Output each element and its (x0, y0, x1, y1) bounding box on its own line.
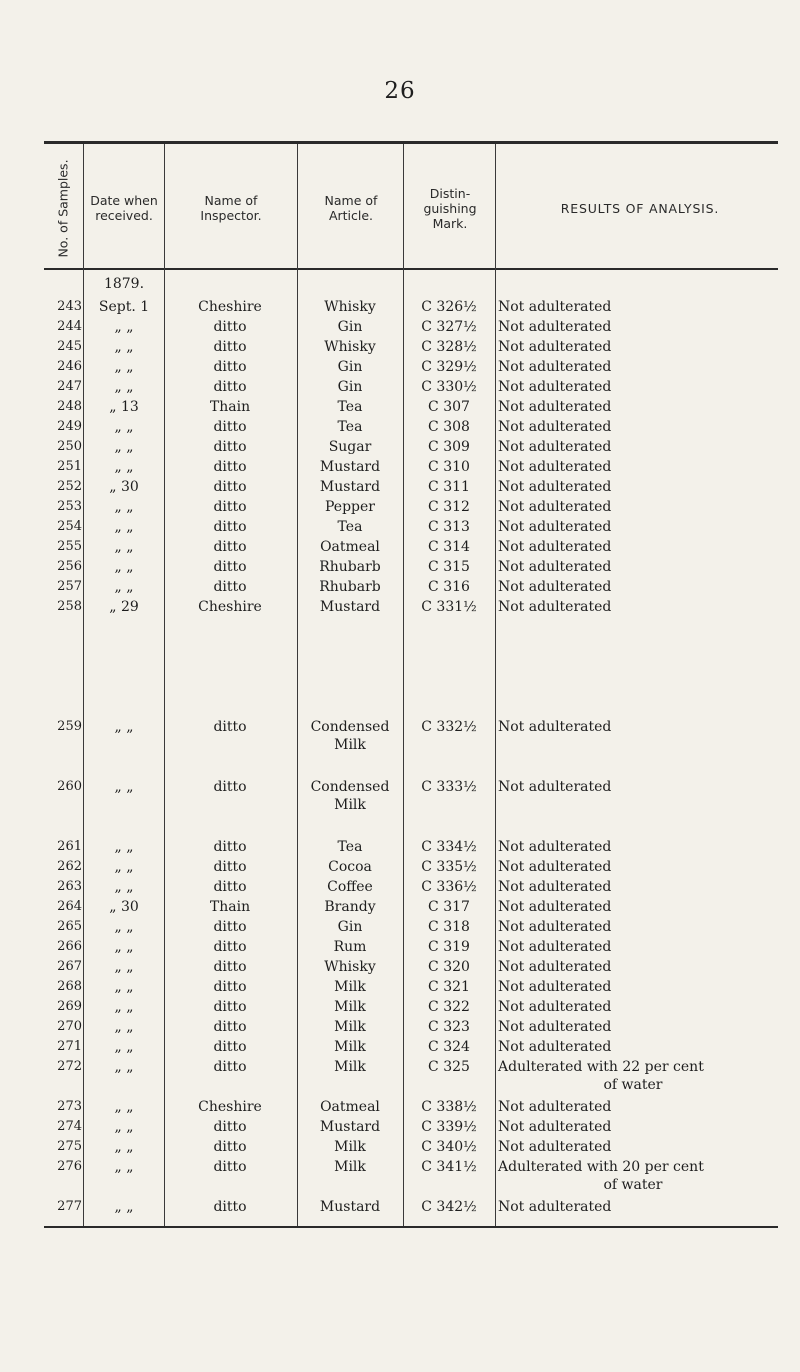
analysis-result-line: Not adulterated (498, 1099, 612, 1115)
date-received: „ „ (114, 859, 134, 875)
article-name: Coffee (327, 879, 373, 895)
inspector-name: ditto (213, 719, 247, 735)
distinguishing-mark: C 338½ (421, 1099, 477, 1115)
date-received: „ „ (114, 839, 134, 855)
inspector-name: ditto (213, 1059, 247, 1075)
distinguishing-mark: C 332½ (421, 719, 477, 735)
article-name: Condensed Milk (310, 719, 390, 753)
analysis-result-line: Not adulterated (498, 579, 612, 595)
inspector-name: ditto (213, 1119, 247, 1135)
analysis-result (498, 438, 788, 456)
article-name: Tea (337, 839, 363, 855)
sample-number: 276 (57, 1159, 82, 1174)
article-name: Milk (334, 999, 366, 1015)
article-name: Mustard (319, 459, 381, 475)
analysis-result (498, 1038, 788, 1056)
inspector-name: ditto (213, 319, 247, 335)
analysis-result (498, 998, 788, 1016)
distinguishing-mark: C 325 (428, 1059, 470, 1075)
sample-number: 266 (57, 939, 82, 954)
inspector-name: ditto (213, 439, 247, 455)
sample-number: 249 (57, 419, 82, 434)
article-name: Cocoa (328, 859, 372, 875)
sample-number: 258 (57, 599, 82, 614)
page-number: 26 (384, 78, 416, 104)
date-received: „ „ (114, 499, 134, 515)
distinguishing-mark: C 334½ (421, 839, 477, 855)
date-received: „ „ (114, 1099, 134, 1115)
inspector-name: ditto (213, 539, 247, 555)
date-received: „ „ (114, 719, 134, 735)
distinguishing-mark: C 335½ (421, 859, 477, 875)
analysis-result (498, 1118, 788, 1136)
analysis-result-line: Not adulterated (498, 919, 612, 935)
article-name: Milk (334, 1139, 366, 1155)
header-results-of-analysis: RESULTS OF ANALYSIS. (560, 200, 720, 216)
article-name: Rhubarb (319, 559, 381, 575)
sample-number: 248 (57, 399, 82, 414)
analysis-result-line: Not adulterated (498, 839, 612, 855)
date-received: „ „ (114, 319, 134, 335)
table-bottom-rule (44, 1226, 778, 1228)
sample-number: 267 (57, 959, 82, 974)
distinguishing-mark: C 313 (428, 519, 470, 535)
distinguishing-mark: C 314 (428, 539, 470, 555)
article-name: Milk (334, 1019, 366, 1035)
article-name: Milk (334, 1039, 366, 1055)
distinguishing-mark: C 317 (428, 899, 470, 915)
distinguishing-mark: C 323 (428, 1019, 470, 1035)
date-received: Sept. 1 (98, 299, 150, 315)
date-received: „ „ (114, 1019, 134, 1035)
analysis-result (498, 298, 788, 316)
article-name: Gin (337, 919, 363, 935)
article-name: Mustard (319, 479, 381, 495)
sample-number: 247 (57, 379, 82, 394)
distinguishing-mark: C 328½ (421, 339, 477, 355)
analysis-result-line: Not adulterated (498, 1199, 612, 1215)
header-bottom-rule (44, 268, 778, 270)
table-top-rule (44, 141, 778, 144)
date-received: „ 29 (109, 599, 139, 615)
analysis-result-line: Not adulterated (498, 719, 612, 735)
sample-number: 277 (57, 1199, 82, 1214)
header-article: Name of Article. (324, 193, 378, 223)
sample-number: 250 (57, 439, 82, 454)
sample-number: 261 (57, 839, 82, 854)
sample-number: 257 (57, 579, 82, 594)
analysis-result-line: Not adulterated (498, 1139, 612, 1155)
inspector-name: ditto (213, 359, 247, 375)
analysis-result (498, 458, 788, 476)
analysis-result (498, 1018, 788, 1036)
analysis-result (498, 1138, 788, 1156)
analysis-result-line: of water (603, 1077, 663, 1093)
date-received: „ „ (114, 459, 134, 475)
analysis-result-line: Adulterated with 20 per cent (498, 1159, 704, 1175)
sample-number: 256 (57, 559, 82, 574)
article-name: Gin (337, 379, 363, 395)
inspector-name: ditto (213, 1139, 247, 1155)
article-name: Milk (334, 1059, 366, 1075)
date-received: „ 30 (109, 479, 139, 495)
distinguishing-mark: C 319 (428, 939, 470, 955)
article-name: Mustard (319, 1119, 381, 1135)
analysis-result (498, 598, 788, 616)
article-name: Oatmeal (320, 1099, 380, 1115)
sample-number: 270 (57, 1019, 82, 1034)
analysis-result-line: Not adulterated (498, 559, 612, 575)
analysis-result (498, 478, 788, 496)
sample-number: 274 (57, 1119, 82, 1134)
inspector-name: ditto (213, 979, 247, 995)
date-received: „ „ (114, 419, 134, 435)
distinguishing-mark: C 322 (428, 999, 470, 1015)
analysis-result (498, 718, 788, 736)
article-name: Rhubarb (319, 579, 381, 595)
inspector-name: ditto (213, 1159, 247, 1175)
sample-number: 262 (57, 859, 82, 874)
inspector-name: ditto (213, 1199, 247, 1215)
analysis-result (498, 358, 788, 376)
article-name: Gin (337, 319, 363, 335)
analysis-result-line: Not adulterated (498, 419, 612, 435)
column-divider (495, 144, 496, 1226)
inspector-name: ditto (213, 839, 247, 855)
inspector-name: ditto (213, 959, 247, 975)
article-name: Milk (334, 979, 366, 995)
analysis-result (498, 978, 788, 996)
article-name: Brandy (324, 899, 376, 915)
analysis-result-line: Not adulterated (498, 379, 612, 395)
date-received: „ „ (114, 919, 134, 935)
distinguishing-mark: C 339½ (421, 1119, 477, 1135)
date-received: „ „ (114, 439, 134, 455)
analysis-result-line: Not adulterated (498, 319, 612, 335)
distinguishing-mark: C 308 (428, 419, 470, 435)
date-received: „ 13 (109, 399, 139, 415)
analysis-result-line: Not adulterated (498, 519, 612, 535)
analysis-result-line: Not adulterated (498, 979, 612, 995)
inspector-name: ditto (213, 919, 247, 935)
sample-number: 265 (57, 919, 82, 934)
sample-number: 272 (57, 1059, 82, 1074)
distinguishing-mark: C 316 (428, 579, 470, 595)
analysis-result (498, 1158, 788, 1194)
sample-number: 246 (57, 359, 82, 374)
analysis-result (498, 398, 788, 416)
sample-number: 263 (57, 879, 82, 894)
inspector-name: Cheshire (198, 299, 262, 315)
analysis-result-line: Not adulterated (498, 959, 612, 975)
analysis-result-line: Not adulterated (498, 939, 612, 955)
analysis-result (498, 858, 788, 876)
analysis-result-line: Not adulterated (498, 899, 612, 915)
date-received: „ „ (114, 1119, 134, 1135)
date-received: „ „ (114, 379, 134, 395)
analysis-result (498, 878, 788, 896)
date-received: „ „ (114, 1039, 134, 1055)
article-name: Whisky (324, 339, 376, 355)
analysis-result (498, 318, 788, 336)
sample-number: 268 (57, 979, 82, 994)
sample-number: 259 (57, 719, 82, 734)
date-received: „ „ (114, 1059, 134, 1075)
date-received: „ „ (114, 539, 134, 555)
date-received: „ „ (114, 339, 134, 355)
distinguishing-mark: C 311 (428, 479, 470, 495)
article-name: Sugar (328, 439, 372, 455)
article-name: Tea (337, 399, 363, 415)
sample-number: 269 (57, 999, 82, 1014)
distinguishing-mark: C 341½ (421, 1159, 477, 1175)
header-distinguishing-mark: Distin- guishing Mark. (423, 185, 477, 231)
analysis-result (498, 498, 788, 516)
analysis-result-line: Not adulterated (498, 779, 612, 795)
analysis-result (498, 778, 788, 796)
date-received: „ „ (114, 999, 134, 1015)
distinguishing-mark: C 318 (428, 919, 470, 935)
analysis-result-line: Not adulterated (498, 399, 612, 415)
distinguishing-mark: C 309 (428, 439, 470, 455)
analysis-result-line: Not adulterated (498, 359, 612, 375)
article-name: Whisky (324, 299, 376, 315)
analysis-result (498, 558, 788, 576)
distinguishing-mark: C 333½ (421, 779, 477, 795)
year-label: 1879. (103, 276, 145, 292)
sample-number: 243 (57, 299, 82, 314)
analysis-result (498, 958, 788, 976)
inspector-name: ditto (213, 499, 247, 515)
analysis-result (498, 918, 788, 936)
analysis-result (498, 378, 788, 396)
sample-number: 252 (57, 479, 82, 494)
inspector-name: ditto (213, 579, 247, 595)
distinguishing-mark: C 329½ (421, 359, 477, 375)
analysis-result-line: Not adulterated (498, 599, 612, 615)
distinguishing-mark: C 342½ (421, 1199, 477, 1215)
analysis-result (498, 418, 788, 436)
date-received: „ „ (114, 559, 134, 575)
analysis-result (498, 1098, 788, 1116)
inspector-name: ditto (213, 939, 247, 955)
analysis-result (498, 1058, 788, 1094)
analysis-result-line: of water (603, 1177, 663, 1193)
analysis-result-line: Adulterated with 22 per cent (498, 1059, 704, 1075)
distinguishing-mark: C 321 (428, 979, 470, 995)
distinguishing-mark: C 312 (428, 499, 470, 515)
analysis-result (498, 538, 788, 556)
analysis-result-line: Not adulterated (498, 499, 612, 515)
sample-number: 254 (57, 519, 82, 534)
inspector-name: Cheshire (198, 599, 262, 615)
distinguishing-mark: C 336½ (421, 879, 477, 895)
article-name: Rum (333, 939, 367, 955)
analysis-result-line: Not adulterated (498, 1019, 612, 1035)
analysis-result-line: Not adulterated (498, 1039, 612, 1055)
analysis-result (498, 578, 788, 596)
sample-number: 244 (57, 319, 82, 334)
analysis-result (498, 518, 788, 536)
distinguishing-mark: C 331½ (421, 599, 477, 615)
analysis-result-line: Not adulterated (498, 1119, 612, 1135)
article-name: Condensed Milk (310, 779, 390, 813)
date-received: „ „ (114, 979, 134, 995)
distinguishing-mark: C 326½ (421, 299, 477, 315)
date-received: „ „ (114, 939, 134, 955)
distinguishing-mark: C 315 (428, 559, 470, 575)
sample-number: 264 (57, 899, 82, 914)
inspector-name: Cheshire (198, 1099, 262, 1115)
date-received: „ „ (114, 1159, 134, 1175)
article-name: Mustard (319, 599, 381, 615)
sample-number: 253 (57, 499, 82, 514)
analysis-result-line: Not adulterated (498, 459, 612, 475)
inspector-name: ditto (213, 339, 247, 355)
analysis-result-line: Not adulterated (498, 299, 612, 315)
date-received: „ „ (114, 779, 134, 795)
article-name: Gin (337, 359, 363, 375)
analysis-result (498, 938, 788, 956)
inspector-name: ditto (213, 379, 247, 395)
analysis-result-line: Not adulterated (498, 859, 612, 875)
article-name: Tea (337, 419, 363, 435)
distinguishing-mark: C 307 (428, 399, 470, 415)
analysis-result-line: Not adulterated (498, 879, 612, 895)
distinguishing-mark: C 340½ (421, 1139, 477, 1155)
inspector-name: ditto (213, 479, 247, 495)
distinguishing-mark: C 310 (428, 459, 470, 475)
date-received: „ „ (114, 519, 134, 535)
date-received: „ „ (114, 1199, 134, 1215)
distinguishing-mark: C 320 (428, 959, 470, 975)
analysis-result (498, 338, 788, 356)
inspector-name: ditto (213, 779, 247, 795)
article-name: Mustard (319, 1199, 381, 1215)
inspector-name: Thain (209, 399, 251, 415)
date-received: „ 30 (109, 899, 139, 915)
sample-number: 275 (57, 1139, 82, 1154)
header-inspector: Name of Inspector. (200, 193, 262, 223)
inspector-name: ditto (213, 879, 247, 895)
sample-number: 271 (57, 1039, 82, 1054)
inspector-name: ditto (213, 559, 247, 575)
date-received: „ „ (114, 359, 134, 375)
date-received: „ „ (114, 1139, 134, 1155)
article-name: Whisky (324, 959, 376, 975)
distinguishing-mark: C 327½ (421, 319, 477, 335)
distinguishing-mark: C 324 (428, 1039, 470, 1055)
article-name: Pepper (325, 499, 375, 515)
date-received: „ „ (114, 579, 134, 595)
header-no-of-samples: No. of Samples. (55, 158, 71, 258)
analysis-result-line: Not adulterated (498, 439, 612, 455)
analysis-result (498, 838, 788, 856)
inspector-name: ditto (213, 519, 247, 535)
distinguishing-mark: C 330½ (421, 379, 477, 395)
inspector-name: ditto (213, 419, 247, 435)
date-received: „ „ (114, 959, 134, 975)
sample-number: 245 (57, 339, 82, 354)
inspector-name: Thain (209, 899, 251, 915)
article-name: Oatmeal (320, 539, 380, 555)
analysis-result (498, 1198, 788, 1216)
inspector-name: ditto (213, 859, 247, 875)
analysis-result-line: Not adulterated (498, 339, 612, 355)
sample-number: 273 (57, 1099, 82, 1114)
sample-number: 260 (57, 779, 82, 794)
inspector-name: ditto (213, 1039, 247, 1055)
analysis-result-line: Not adulterated (498, 479, 612, 495)
inspector-name: ditto (213, 459, 247, 475)
inspector-name: ditto (213, 1019, 247, 1035)
article-name: Tea (337, 519, 363, 535)
inspector-name: ditto (213, 999, 247, 1015)
header-date-received: Date when received. (90, 193, 158, 223)
analysis-result-line: Not adulterated (498, 999, 612, 1015)
analysis-result (498, 898, 788, 916)
sample-number: 251 (57, 459, 82, 474)
article-name: Milk (334, 1159, 366, 1175)
sample-number: 255 (57, 539, 82, 554)
date-received: „ „ (114, 879, 134, 895)
analysis-result-line: Not adulterated (498, 539, 612, 555)
